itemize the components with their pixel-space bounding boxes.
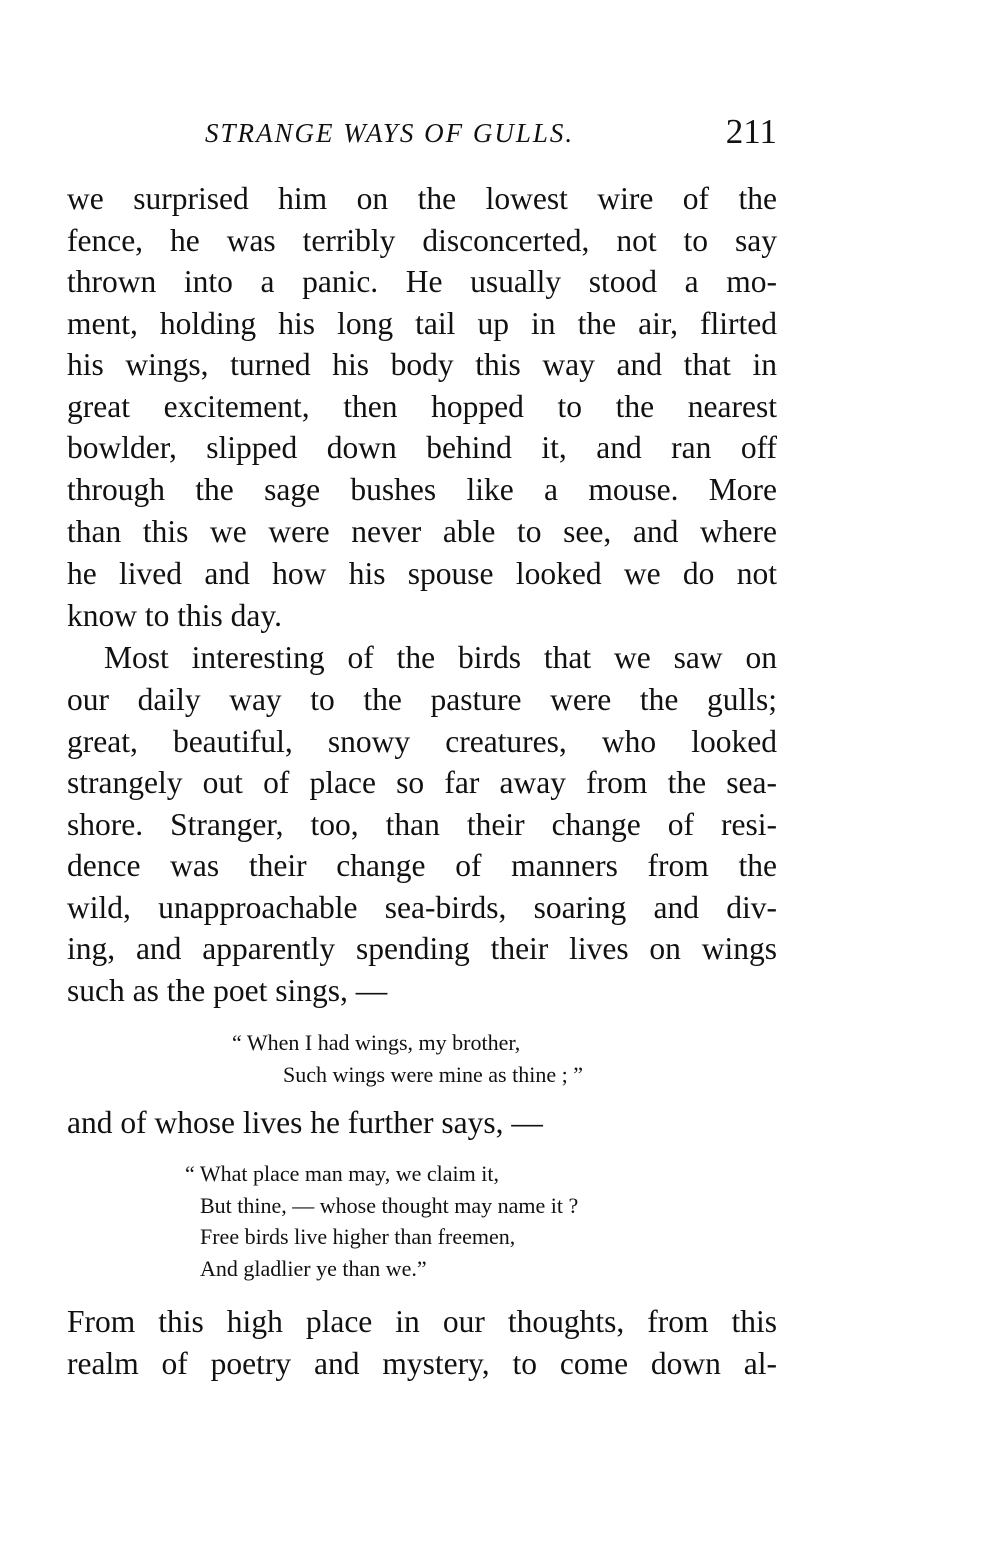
text-line: he lived and how his spouse looked we do not xyxy=(67,556,777,591)
text-line: thrown into a panic. He usually stood a mo- xyxy=(67,264,777,299)
text-line: his wings, turned his body this way and that in xyxy=(67,347,777,382)
text-line: dence was their change of manners from the xyxy=(67,848,777,883)
verse-line: And gladlier ye than we.” xyxy=(200,1256,427,1281)
verse-line: “ What place man may, we claim it, xyxy=(185,1161,499,1186)
running-title: STRANGE WAYS OF GULLS. xyxy=(205,118,575,148)
bridge-line: and of whose lives he further says, — xyxy=(67,1105,543,1140)
running-head xyxy=(205,112,777,156)
text-line: shore. Stranger, too, than their change of resi- xyxy=(67,807,777,842)
text-line: From this high place in our thoughts, from this xyxy=(67,1304,777,1339)
text-line: we surprised him on the lowest wire of the xyxy=(67,181,777,216)
verse-line: Such wings were mine as thine ; ” xyxy=(283,1062,583,1087)
text-line: ing, and apparently spending their lives on wings xyxy=(67,931,777,966)
text-line: Most interesting of the birds that we saw on xyxy=(104,640,777,675)
text-line: ment, holding his long tail up in the air, flirted xyxy=(67,306,777,341)
text-line: through the sage bushes like a mouse. More xyxy=(67,472,777,507)
text-line: realm of poetry and mystery, to come down al- xyxy=(67,1346,777,1381)
verse-line: Free birds live higher than freemen, xyxy=(200,1224,516,1249)
text-line: such as the poet sings, — xyxy=(67,973,388,1008)
text-line: fence, he was terribly disconcerted, not to say xyxy=(67,223,777,258)
verse-line: “ When I had wings, my brother, xyxy=(232,1030,521,1055)
text-line: know to this day. xyxy=(67,598,282,633)
text-line: bowlder, slipped down behind it, and ran off xyxy=(67,430,777,465)
text-line: than this we were never able to see, and where xyxy=(67,514,777,549)
verse-line: But thine, — whose thought may name it ? xyxy=(200,1193,579,1218)
text-line: great, beautiful, snowy creatures, who looked xyxy=(67,724,777,759)
text-line: strangely out of place so far away from the sea- xyxy=(67,765,777,800)
page-number: 211 xyxy=(725,112,777,151)
text-line: wild, unapproachable sea-birds, soaring and div- xyxy=(67,890,777,925)
text-line: our daily way to the pasture were the gulls; xyxy=(67,682,777,717)
text-line: great excitement, then hopped to the nearest xyxy=(67,389,777,424)
